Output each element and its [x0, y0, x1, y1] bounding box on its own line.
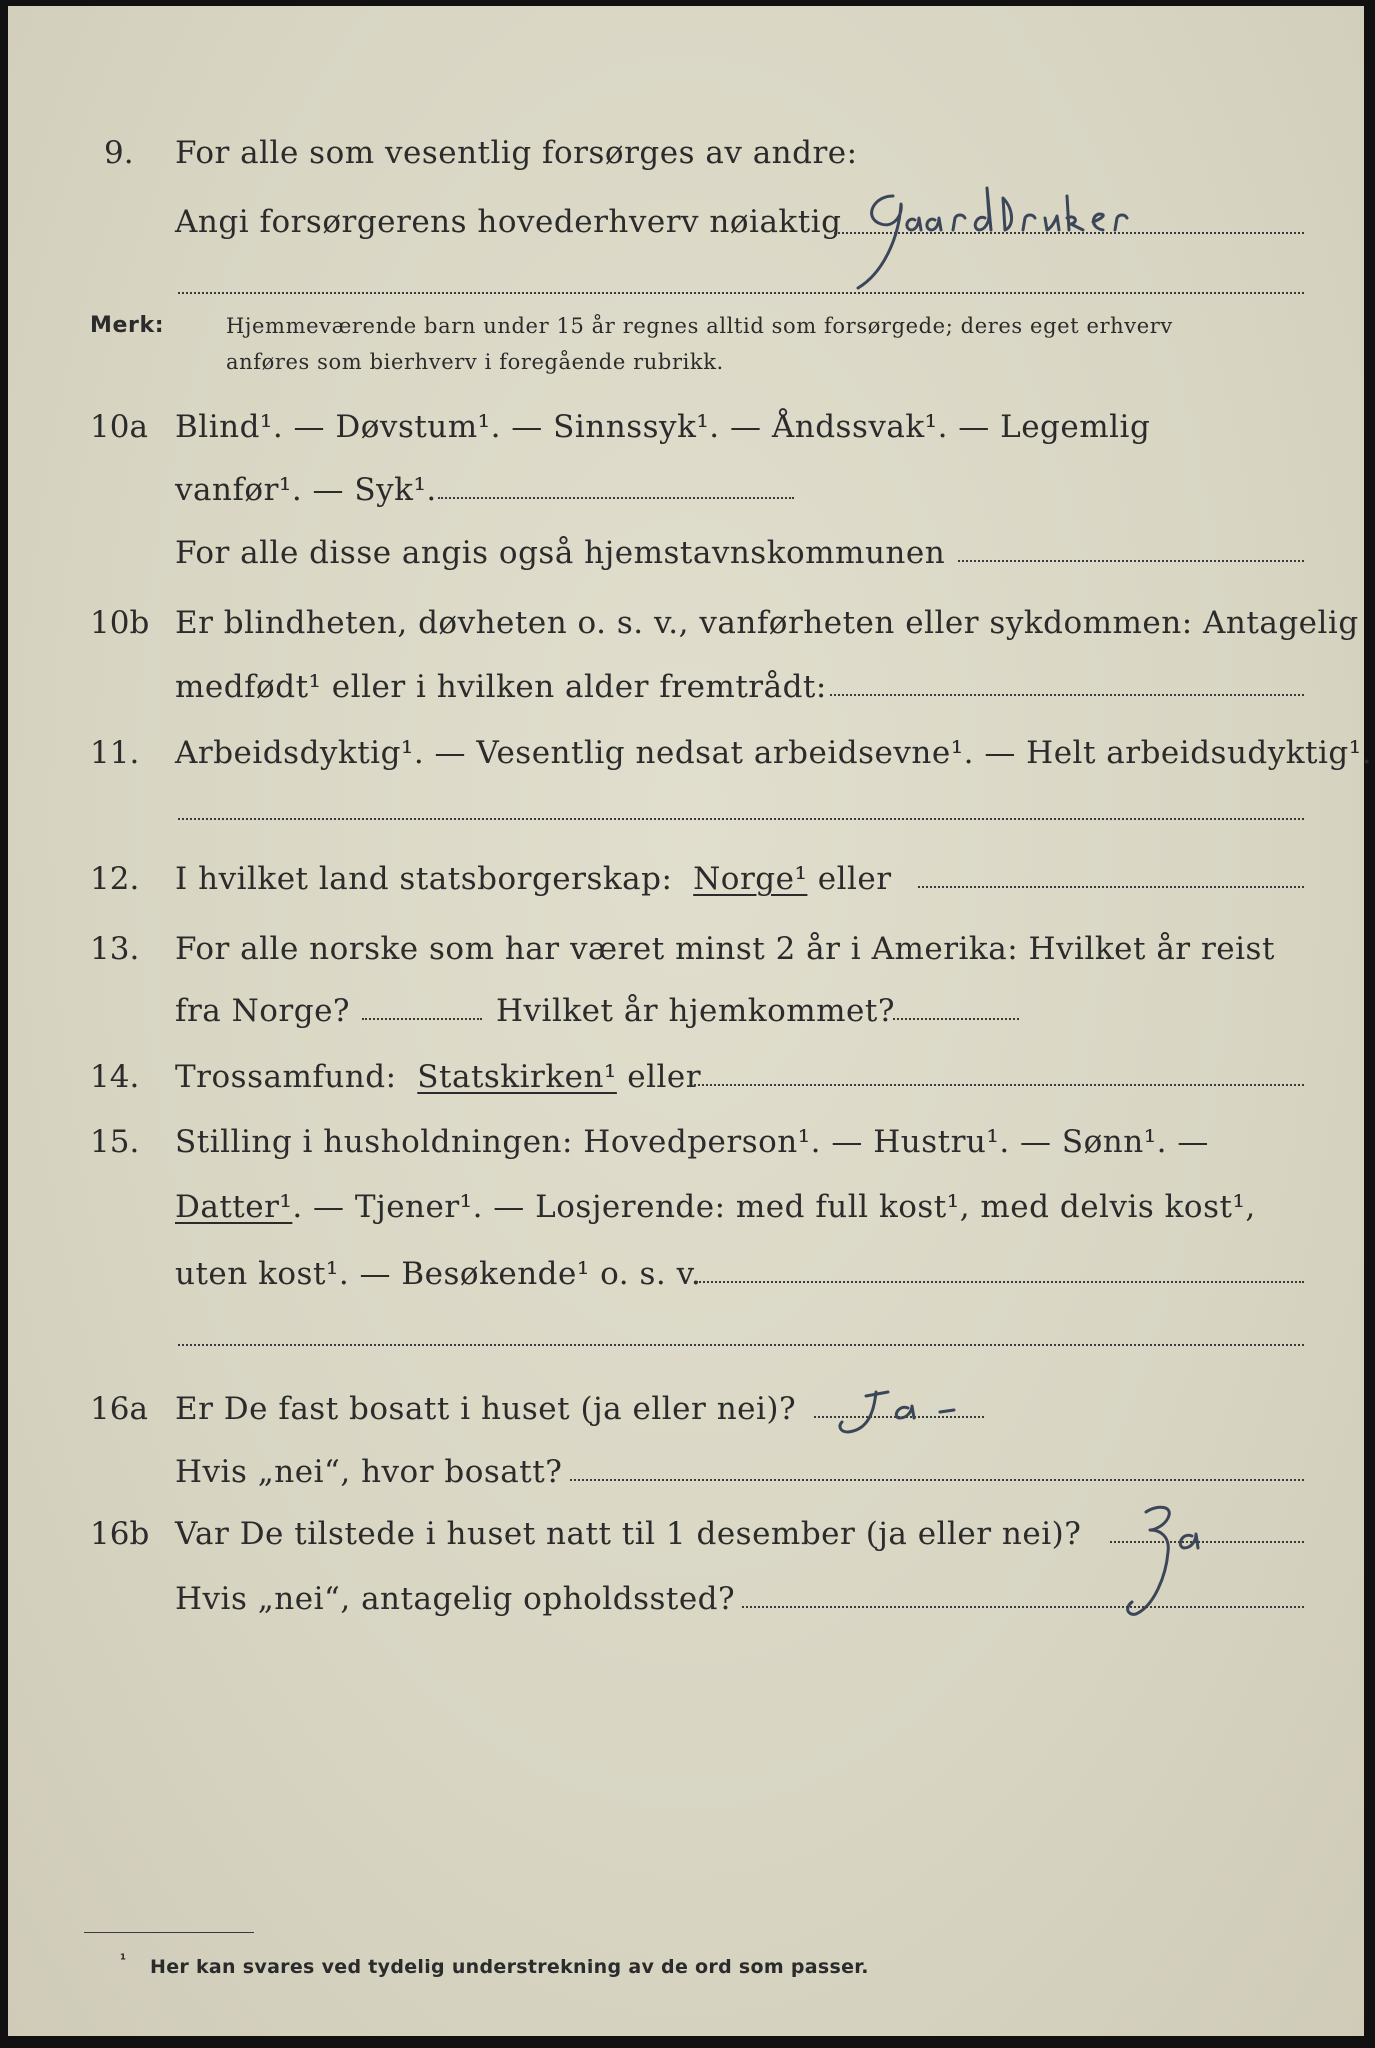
- question-16a-text: Er De fast bosatt i huset (ja eller nei)?: [175, 1391, 797, 1427]
- question-12-number: 12.: [90, 861, 140, 897]
- question-16b-number: 16b: [90, 1516, 150, 1552]
- census-form-page: [8, 6, 1373, 2036]
- question-15-second-line: [178, 1344, 1304, 1346]
- question-14-answer-line: [694, 1084, 1304, 1086]
- question-9-second-line: [178, 292, 1304, 294]
- question-10a-number: 10a: [90, 409, 148, 445]
- footnote-separator: [84, 1932, 254, 1933]
- question-10b-text: Er blindheten, døvheten o. s. v., vanførheten eller sykdommen: Antagelig: [175, 605, 1359, 641]
- question-9-handwritten-answer: [853, 178, 1253, 298]
- question-11-number: 11.: [90, 735, 140, 771]
- question-16a-handwritten-answer: [828, 1382, 988, 1452]
- question-15-text: Stilling i husholdningen: Hovedperson¹. — Hustru¹. — Sønn¹. —: [175, 1124, 1209, 1160]
- question-13-reist-label: fra Norge?: [175, 993, 351, 1029]
- question-15-text-line-3: uten kost¹. — Besøkende¹ o. s. v.: [175, 1256, 702, 1292]
- question-16b-text-line-2: Hvis „nei“, antagelig opholdssted?: [175, 1581, 736, 1617]
- question-15-text-line-2: Datter¹. — Tjener¹. — Losjerende: med full kost¹, med delvis kost¹,: [175, 1189, 1256, 1225]
- question-12-underlined-answer: Norge¹: [693, 861, 808, 897]
- question-14-underlined-answer: Statskirken¹: [417, 1059, 617, 1095]
- question-15-underlined-answer: Datter¹: [175, 1189, 293, 1225]
- question-10a-answer-line: [438, 497, 794, 499]
- question-10a-text: Blind¹. — Døvstum¹. — Sinnssyk¹. — Åndssvak¹. — Legemlig: [175, 409, 1151, 445]
- question-13-reist-line: [362, 1018, 482, 1020]
- question-9-number: 9.: [104, 135, 134, 171]
- footnote-text: Her kan svares ved tydelig understrekning av de ord som passer.: [150, 1956, 869, 1978]
- question-13-number: 13.: [90, 931, 140, 967]
- question-10a-text-line-2: vanfør¹. — Syk¹.: [175, 472, 437, 508]
- question-16a-address-line: [570, 1479, 1304, 1481]
- question-10a-text-line-3: For alle disse angis også hjemstavnskommunen: [175, 535, 946, 571]
- question-16b-text: Var De tilstede i huset natt til 1 desember (ja eller nei)?: [175, 1516, 1082, 1552]
- question-9-subtext: Angi forsørgerens hovederhverv nøiaktig: [175, 204, 842, 240]
- question-11-text: Arbeidsdyktig¹. — Vesentlig nedsat arbeidsevne¹. — Helt arbeidsudyktig¹.: [175, 735, 1373, 771]
- question-16a-number: 16a: [90, 1391, 148, 1427]
- question-14-text: Trossamfund: Statskirken¹ eller: [175, 1059, 702, 1095]
- question-16b-location-line: [742, 1606, 1304, 1608]
- question-16a-text-line-2: Hvis „nei“, hvor bosatt?: [175, 1454, 563, 1490]
- question-13-hjemkommet-line: [893, 1018, 1019, 1020]
- question-13-hjemkommet-label: Hvilket år hjemkommet?: [496, 993, 895, 1029]
- question-10b-answer-line: [830, 694, 1304, 696]
- question-13-text: For alle norske som har været minst 2 år i Amerika: Hvilket år reist: [175, 931, 1275, 967]
- note-label: Merk:: [90, 313, 165, 338]
- question-11-answer-line: [178, 818, 1304, 820]
- footnote-mark: ¹: [120, 1952, 127, 1968]
- note-text-line-2: anføres som bierhverv i foregående rubrikk.: [226, 350, 724, 374]
- question-12-answer-line: [918, 886, 1304, 888]
- question-9-text: For alle som vesentlig forsørges av andre:: [175, 135, 858, 171]
- note-text-line-1: Hjemmeværende barn under 15 år regnes alltid som forsørgede; deres eget erhverv: [226, 314, 1173, 338]
- question-16b-handwritten-answer: [1108, 1496, 1248, 1636]
- question-12-text: I hvilket land statsborgerskap: Norge¹ eller: [175, 861, 892, 897]
- question-10b-number: 10b: [90, 605, 150, 641]
- question-15-answer-line: [696, 1281, 1304, 1283]
- question-10b-text-line-2: medfødt¹ eller i hvilken alder fremtrådt:: [175, 669, 827, 705]
- question-15-number: 15.: [90, 1124, 140, 1160]
- question-14-number: 14.: [90, 1059, 140, 1095]
- question-10a-home-municipality-line: [958, 560, 1304, 562]
